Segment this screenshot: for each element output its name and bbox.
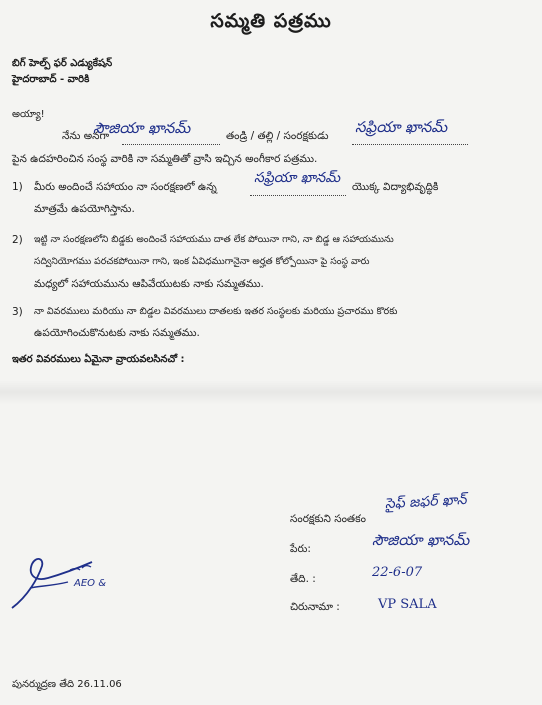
child-name-handwritten: సఫ్రియా ఖానమ్ — [254, 170, 341, 186]
relation-label: తండ్రి / తల్లి / సంరక్షకుడు — [226, 130, 329, 142]
intro-prefix: నేను అనగా — [62, 130, 110, 142]
org-city: హైదరాబాద్ - వారికి — [12, 74, 90, 85]
clause-2-line2: సద్వినియోగము పరచకపోయినా గాని, ఇంక ఏవిధముగానైనా అర్హత కోల్పోయినా పై సంస్థ వారు — [34, 256, 370, 267]
clause-2-number: 2) — [12, 234, 23, 246]
org-name: బిగ్ హెల్ప్ ఫర్ ఎడ్యుకేషన్ — [12, 58, 113, 69]
parent-name-handwritten: సౌజియా ఖానమ్ — [93, 119, 191, 137]
clause-1-text: మీరు అందించే సహాయం నా సంరక్షణలో ఉన్న — [34, 181, 217, 193]
name-label: పేరు: — [290, 543, 311, 555]
child-blank — [250, 194, 346, 196]
clause-2-line3: మధ్యలో సహాయమును ఆపివేయుటకు నాకు సమ్మతము. — [34, 278, 264, 290]
address-label: చిరునామా : — [290, 601, 340, 613]
guardian-name-handwritten: సఫ్రియా ఖానమ్ — [355, 118, 448, 136]
date-handwritten: 22-6-07 — [372, 565, 423, 580]
clause-2-line1: ఇట్టి నా సంరక్షణలోని బిడ్డకు అందించే సహాయము దాత లేక పోయినా గాని, నా బిడ్డ ఆ సహాయమును — [34, 234, 394, 245]
guardian-signature-handwritten: సైఫ్ జఫర్ ఖాన్ — [384, 491, 467, 513]
guardian-sign-label: సంరక్షకుని సంతకం — [290, 513, 366, 525]
officer-stamp: AEO & — [74, 578, 107, 589]
date-label: తేది. : — [290, 573, 316, 585]
clause-3-line2: ఉపయోగించుకొనుటకు నాకు సమ్మతము. — [34, 327, 200, 339]
clause-1-number: 1) — [12, 181, 23, 193]
page-title: సమ్మతి పత్రము — [210, 10, 332, 32]
clause-1-line2: మాత్రమే ఉపయోగిస్తాను. — [34, 203, 135, 215]
reprint-date: పునర్ముద్రణ తేది 26.11.06 — [12, 679, 122, 690]
other-details-label: ఇతర వివరములు ఏమైనా వ్రాయవలసినచో : — [12, 354, 185, 365]
salutation: అయ్యా! — [12, 109, 45, 120]
guardian-blank — [352, 143, 468, 145]
address-handwritten: VP SALA — [378, 597, 437, 612]
clause-1-text-end: యొక్క విద్యాభివృద్ధికి — [352, 181, 439, 193]
clause-3-number: 3) — [12, 306, 23, 318]
clause-3-line1: నా వివరములు మరియు నా బిడ్డల వివరములు దాతలకు ఇతర సంస్థలకు మరియు ప్రచారము కొరకు — [34, 306, 398, 317]
signer-name-handwritten: సౌజియా ఖానమ్ — [372, 531, 470, 549]
name-blank — [122, 143, 220, 145]
intro-line2: పైన ఉదహరించిన సంస్థ వారికి నా సమ్మతితో వ్రాసి ఇచ్చిన అంగీకార పత్రము. — [12, 153, 318, 165]
